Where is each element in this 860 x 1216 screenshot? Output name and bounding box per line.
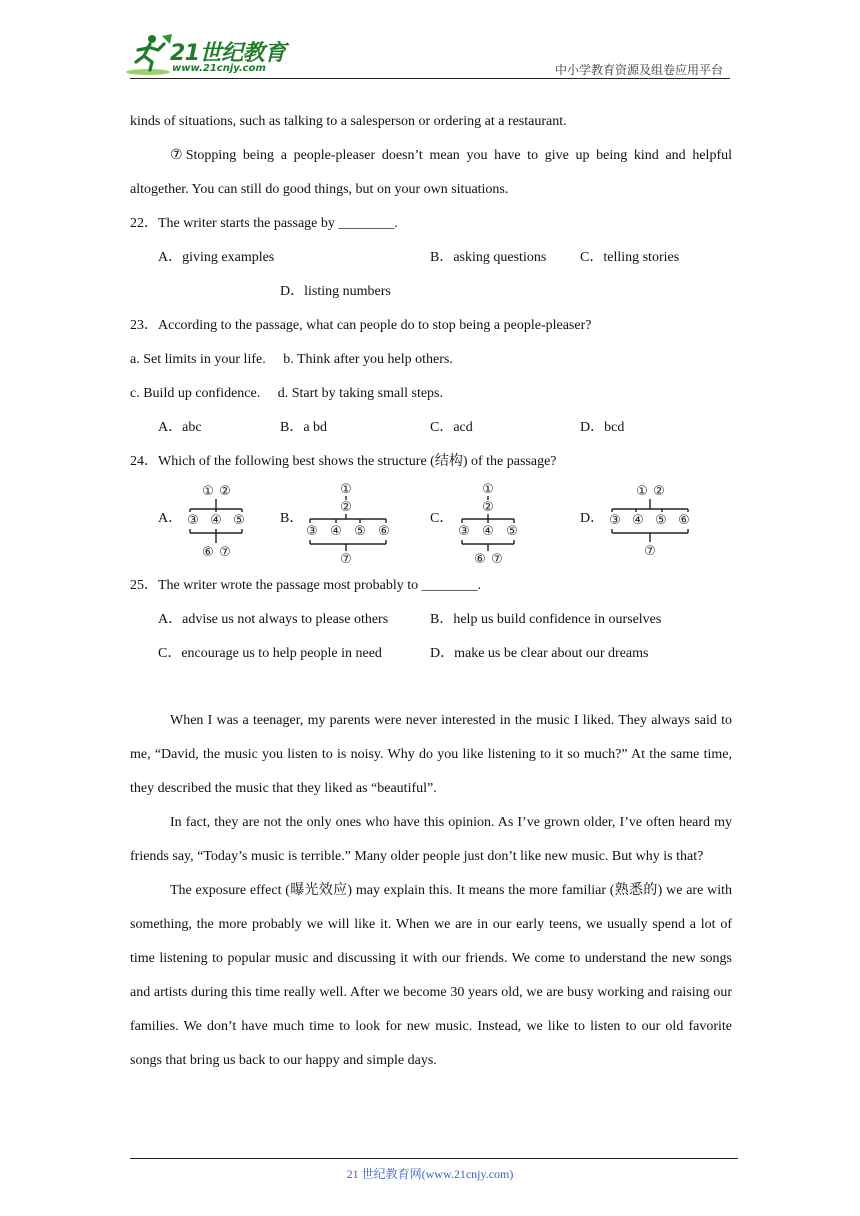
- question-23-stem: 23．According to the passage, what can people do to stop being a people-pleaser?: [130, 318, 592, 333]
- circled-7: ⑦: [644, 544, 656, 559]
- option-b: B．: [280, 511, 304, 526]
- structure-diagram-c: [452, 479, 532, 569]
- circled-5: ⑤: [354, 524, 366, 539]
- structure-diagram-b: [302, 479, 402, 569]
- structure-diagram-d: [602, 479, 702, 569]
- circled-3: ③: [609, 513, 621, 528]
- circled-2: ②: [340, 500, 352, 515]
- logo-text: 21世纪教育: [170, 41, 286, 66]
- question-23-statements-1: a. Set limits in your life. b. Think after you help others.: [130, 352, 453, 367]
- option-c: C．: [430, 511, 454, 526]
- section-spacer: [130, 671, 732, 704]
- circled-2: ②: [482, 500, 494, 515]
- circled-4: ④: [632, 513, 644, 528]
- circled-1: ①: [636, 484, 648, 499]
- page-footer: 21 世纪教育网(www.21cnjy.com): [346, 1167, 514, 1181]
- option-a: A．abc: [158, 420, 202, 435]
- circled-6: ⑥: [678, 513, 690, 528]
- circled-6: ⑥: [378, 524, 390, 539]
- footer-divider: [130, 1158, 738, 1159]
- question-22-stem: 22．The writer starts the passage by ________.: [130, 216, 398, 231]
- circled-2: ②: [653, 484, 665, 499]
- circled-5: ⑤: [655, 513, 667, 528]
- circled-7: ⑦: [340, 552, 352, 567]
- header-tagline: 中小学教育资源及组卷应用平台: [554, 63, 723, 77]
- passage-paragraph: ⑦Stopping being a people-pleaser doesn’t mean you have to give up being kind and helpful altogether. You can still do good things, but on your own situations.: [130, 148, 732, 197]
- header-divider: [130, 78, 730, 79]
- option-a: A．advise us not always to please others: [158, 612, 389, 627]
- circled-7: ⑦: [219, 545, 231, 560]
- circled-7: ⑦: [491, 552, 503, 567]
- circled-4: ④: [330, 524, 342, 539]
- option-b: B．asking questions: [430, 250, 547, 265]
- option-d: D．listing numbers: [280, 284, 391, 299]
- passage-paragraph: kinds of situations, such as talking to a salesperson or ordering at a restaurant.: [130, 114, 567, 129]
- question-25-stem: 25．The writer wrote the passage most probably to ________.: [130, 578, 482, 593]
- circled-4: ④: [482, 524, 494, 539]
- option-d: D．: [580, 511, 605, 526]
- question-25-options: [130, 603, 732, 637]
- question-22-options: [130, 241, 732, 275]
- circled-5: ⑤: [233, 513, 245, 528]
- circled-2: ②: [219, 484, 231, 499]
- option-c: C．acd: [430, 420, 473, 435]
- passage2-paragraph: The exposure effect (曝光效应) may explain this. It means the more familiar (熟悉的) we are with something, the more probably we will like it. When we are in our early teens, we usually spend a lot of time listening to popular music and discussing it with our friends. We come to understand the new songs and artists during this time really well. After we become 30 years old, we are busy working and raising our families. We don’t have much time to look for new music. Instead, we like to listen to our old favorite songs that bring us back to our happy and simple days.: [130, 883, 732, 1068]
- circled-1: ①: [340, 482, 352, 497]
- option-d: D．bcd: [580, 420, 625, 435]
- question-22-options-cont: [130, 275, 732, 309]
- circled-6: ⑥: [202, 545, 214, 560]
- logo-url: www.21cnjy.com: [172, 63, 266, 74]
- question-23-options: [130, 411, 732, 445]
- circled-6: ⑥: [474, 552, 486, 567]
- option-b: B．help us build confidence in ourselves: [430, 612, 662, 627]
- circled-3: ③: [306, 524, 318, 539]
- site-logo: [126, 32, 296, 80]
- page-header: [0, 0, 860, 80]
- passage2-paragraph: In fact, they are not the only ones who have this opinion. As I’ve grown older, I’ve often heard my friends say, “Today’s music is terrible.” Many older people just don’t like new music. But why is that?: [130, 815, 732, 864]
- document-body: [130, 105, 732, 1078]
- question-25-options-cont: [130, 637, 732, 671]
- circled-1: ①: [202, 484, 214, 499]
- circled-5: ⑤: [506, 524, 518, 539]
- question-24-options: [130, 479, 732, 569]
- passage2-paragraph: When I was a teenager, my parents were never interested in the music I liked. They always said to me, “David, the music you listen to is noisy. Why do you like listening to it so much?” At the same time, they described the music that they liked as “beautiful”.: [130, 713, 732, 796]
- circled-3: ③: [458, 524, 470, 539]
- structure-diagram-a: [178, 479, 258, 569]
- runner-icon: [126, 32, 174, 76]
- circled-3: ③: [187, 513, 199, 528]
- option-b: B．a bd: [280, 420, 328, 435]
- option-a: A．giving examples: [158, 250, 275, 265]
- option-d: D．make us be clear about our dreams: [430, 646, 649, 661]
- option-a: A．: [158, 511, 183, 526]
- question-24-stem: 24．Which of the following best shows the structure (结构) of the passage?: [130, 454, 557, 469]
- option-c: C．encourage us to help people in need: [158, 646, 382, 661]
- circled-4: ④: [210, 513, 222, 528]
- question-23-statements-2: c. Build up confidence. d. Start by taking small steps.: [130, 386, 444, 401]
- circled-1: ①: [482, 482, 494, 497]
- option-c: C．telling stories: [580, 250, 680, 265]
